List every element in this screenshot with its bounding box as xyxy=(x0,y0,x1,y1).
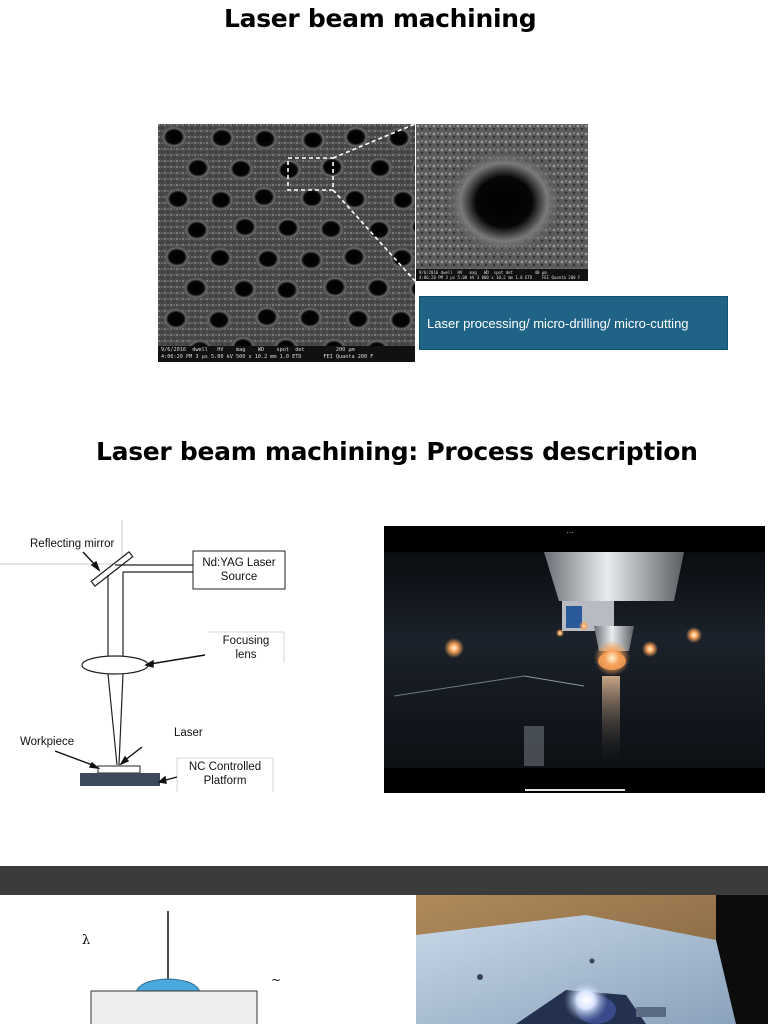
tilde-symbol: ~ xyxy=(271,973,282,987)
drilled-hole xyxy=(250,185,278,209)
drilled-hole xyxy=(274,216,302,240)
drilled-hole xyxy=(184,156,212,180)
sem-micrograph-holes xyxy=(158,124,415,362)
label-laser: Laser xyxy=(174,727,203,739)
drilled-hole xyxy=(162,307,190,331)
caption-box xyxy=(419,296,728,350)
drilled-hole xyxy=(208,126,236,150)
drilled-hole xyxy=(207,188,235,212)
lambda-symbol: λ xyxy=(82,933,91,948)
slide3-header-band xyxy=(0,866,768,895)
drilled-hole xyxy=(183,218,211,242)
drilled-hole xyxy=(297,248,325,272)
label-workpiece: Workpiece xyxy=(20,736,75,748)
label-platform xyxy=(177,760,273,788)
label-platform-line2: Platform xyxy=(203,775,247,787)
slide1-title: Laser beam machining xyxy=(224,4,537,33)
drilled-hole xyxy=(273,278,301,302)
drilled-hole xyxy=(253,305,281,329)
sem-micrograph-zoom xyxy=(416,124,588,281)
label-focusing-lens xyxy=(208,634,284,662)
label-platform-line1: NC Controlled xyxy=(188,761,262,773)
label-focusing-lens-line2: lens xyxy=(235,649,257,661)
drilled-hole xyxy=(182,276,210,300)
slide3-drawing xyxy=(0,895,410,1024)
drilled-hole xyxy=(388,246,415,270)
drilled-hole xyxy=(206,246,234,270)
sem-info-bar: 9/6/2016 dwell HV mag WD spot det 200 μm 4:06:20 PM 3 μs 5.00 kV 500 x 10.2 mm 1.0 ETD FEI Quanta 200 F xyxy=(158,346,415,362)
drilled-hole xyxy=(344,307,372,331)
sem-zoom-info-bar: 9/6/2016 dwell HV mag WD spot det 40 μm 4:06:20 PM 3 μs 5.00 kV 3 000 x 10.2 mm 1.0 ETD FEI Quanta 200 F xyxy=(416,269,588,281)
label-reflecting-mirror: Reflecting mirror xyxy=(30,538,115,550)
laser-schematic-diagram xyxy=(0,515,300,805)
drilled-hole xyxy=(299,128,327,152)
drilled-hole xyxy=(251,127,279,151)
drilled-hole xyxy=(296,306,324,330)
drilled-hole xyxy=(160,125,188,149)
drilled-hole xyxy=(254,247,282,271)
drilled-hole xyxy=(341,187,369,211)
drilled-hole xyxy=(385,126,413,150)
drilled-hole xyxy=(230,277,258,301)
slide2-title: Laser beam machining: Process description xyxy=(96,437,698,466)
drilled-hole xyxy=(163,245,191,269)
drilled-hole xyxy=(275,158,303,182)
label-focusing-lens-line1: Focusing xyxy=(222,635,270,647)
drilled-hole xyxy=(231,215,259,239)
drilled-hole xyxy=(317,217,345,241)
drilled-hole xyxy=(366,156,394,180)
caption-text: Laser processing/ micro-drilling/ micro-cutting xyxy=(427,315,689,331)
label-laser-source-line1: Nd:YAG Laser xyxy=(202,557,276,569)
drilled-hole xyxy=(164,187,192,211)
drilled-hole xyxy=(364,276,392,300)
drilled-hole xyxy=(340,245,368,269)
drilled-hole xyxy=(342,125,370,149)
drilled-hole xyxy=(387,308,415,332)
drilled-hole xyxy=(227,157,255,181)
drilled-hole xyxy=(205,308,233,332)
drilled-hole xyxy=(321,275,349,299)
slide3-diagram xyxy=(0,895,410,1024)
video-menu-icon[interactable]: … xyxy=(566,526,574,535)
label-laser-source-line2: Source xyxy=(220,571,258,583)
drilled-hole xyxy=(365,218,393,242)
laser-workpiece-photo xyxy=(416,895,768,1024)
label-laser-source xyxy=(193,556,285,584)
laser-cutting-video[interactable] xyxy=(384,526,765,793)
